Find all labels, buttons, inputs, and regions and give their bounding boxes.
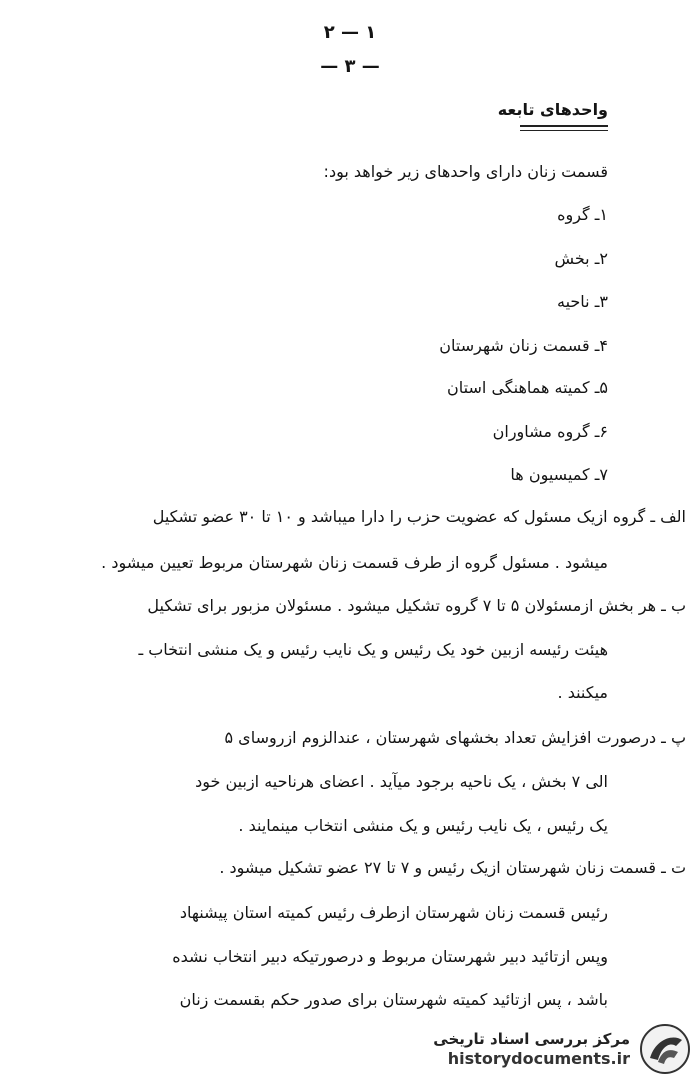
paragraph-te-line: ت ـ قسمت زنان شهرستان ازیک رئیس و ۷ تا ۲۷ عضو تشکیل میشود . — [219, 858, 686, 877]
paragraph-te-line: وپس ازتائید دبیر شهرستان مربوط و درصورتیکه دبیر انتخاب نشده — [172, 947, 608, 966]
unit-item: ۷ـ کمیسیون ها — [510, 465, 608, 484]
paragraph-be-line: ب ـ هر بخش ازمسئولان ۵ تا ۷ گروه تشکیل میشود . مسئولان مزبور برای تشکیل — [147, 596, 686, 615]
unit-item: ۴ـ قسمت زنان شهرستان — [439, 336, 608, 355]
paragraph-be-line: هیئت رئیسه ازبین خود یک رئیس و یک نایب رئیس و یک منشی انتخاب ـ — [138, 640, 608, 659]
paragraph-pe-line: پ ـ درصورت افزایش تعداد بخشهای شهرستان ، عندالزوم ازروسای ۵ — [224, 728, 686, 747]
watermark-url: historydocuments.ir — [447, 1049, 630, 1068]
paragraph-be-line: میکنند . — [557, 683, 608, 702]
watermark — [433, 1024, 690, 1074]
page-number-second: — ۳ — — [320, 56, 380, 77]
paragraph-alef-line: الف ـ گروه ازیک مسئول که عضویت حزب را دارا میباشد و ۱۰ تا ۳۰ عضو تشکیل — [152, 507, 686, 526]
heading-underline — [520, 125, 608, 127]
history-documents-logo-icon — [640, 1024, 690, 1074]
intro-line: قسمت زنان دارای واحدهای زیر خواهد بود: — [323, 162, 608, 181]
heading-underline-second — [520, 130, 608, 131]
paragraph-te-line: رئیس قسمت زنان شهرستان ازطرف رئیس کمیته استان پیشنهاد — [179, 903, 608, 922]
page-number-top: ۲ — ۱ — [323, 22, 377, 43]
unit-item: ۳ـ ناحیه — [557, 292, 608, 311]
paragraph-pe-line: الی ۷ بخش ، یک ناحیه برجود میآید . اعضای هرناحیه ازبین خود — [195, 772, 608, 791]
paragraph-te-line: باشد ، پس ازتائید کمیته شهرستان برای صدور حکم بقسمت زنان — [179, 990, 608, 1009]
unit-item: ۶ـ گروه مشاوران — [492, 422, 608, 441]
paragraph-pe-line: یک رئیس ، یک نایب رئیس و یک منشی انتخاب مینمایند . — [238, 816, 608, 835]
paragraph-alef-line: میشود . مسئول گروه از طرف قسمت زنان شهرستان مربوط تعیین میشود . — [101, 553, 608, 572]
unit-item: ۱ـ گروه — [557, 205, 608, 224]
watermark-title: مرکز بررسی اسناد تاریخی — [433, 1030, 630, 1048]
section-heading: واحدهای تابعه — [497, 100, 608, 119]
unit-item: ۵ـ کمیته هماهنگی استان — [447, 378, 608, 397]
unit-item: ۲ـ بخش — [554, 249, 608, 268]
